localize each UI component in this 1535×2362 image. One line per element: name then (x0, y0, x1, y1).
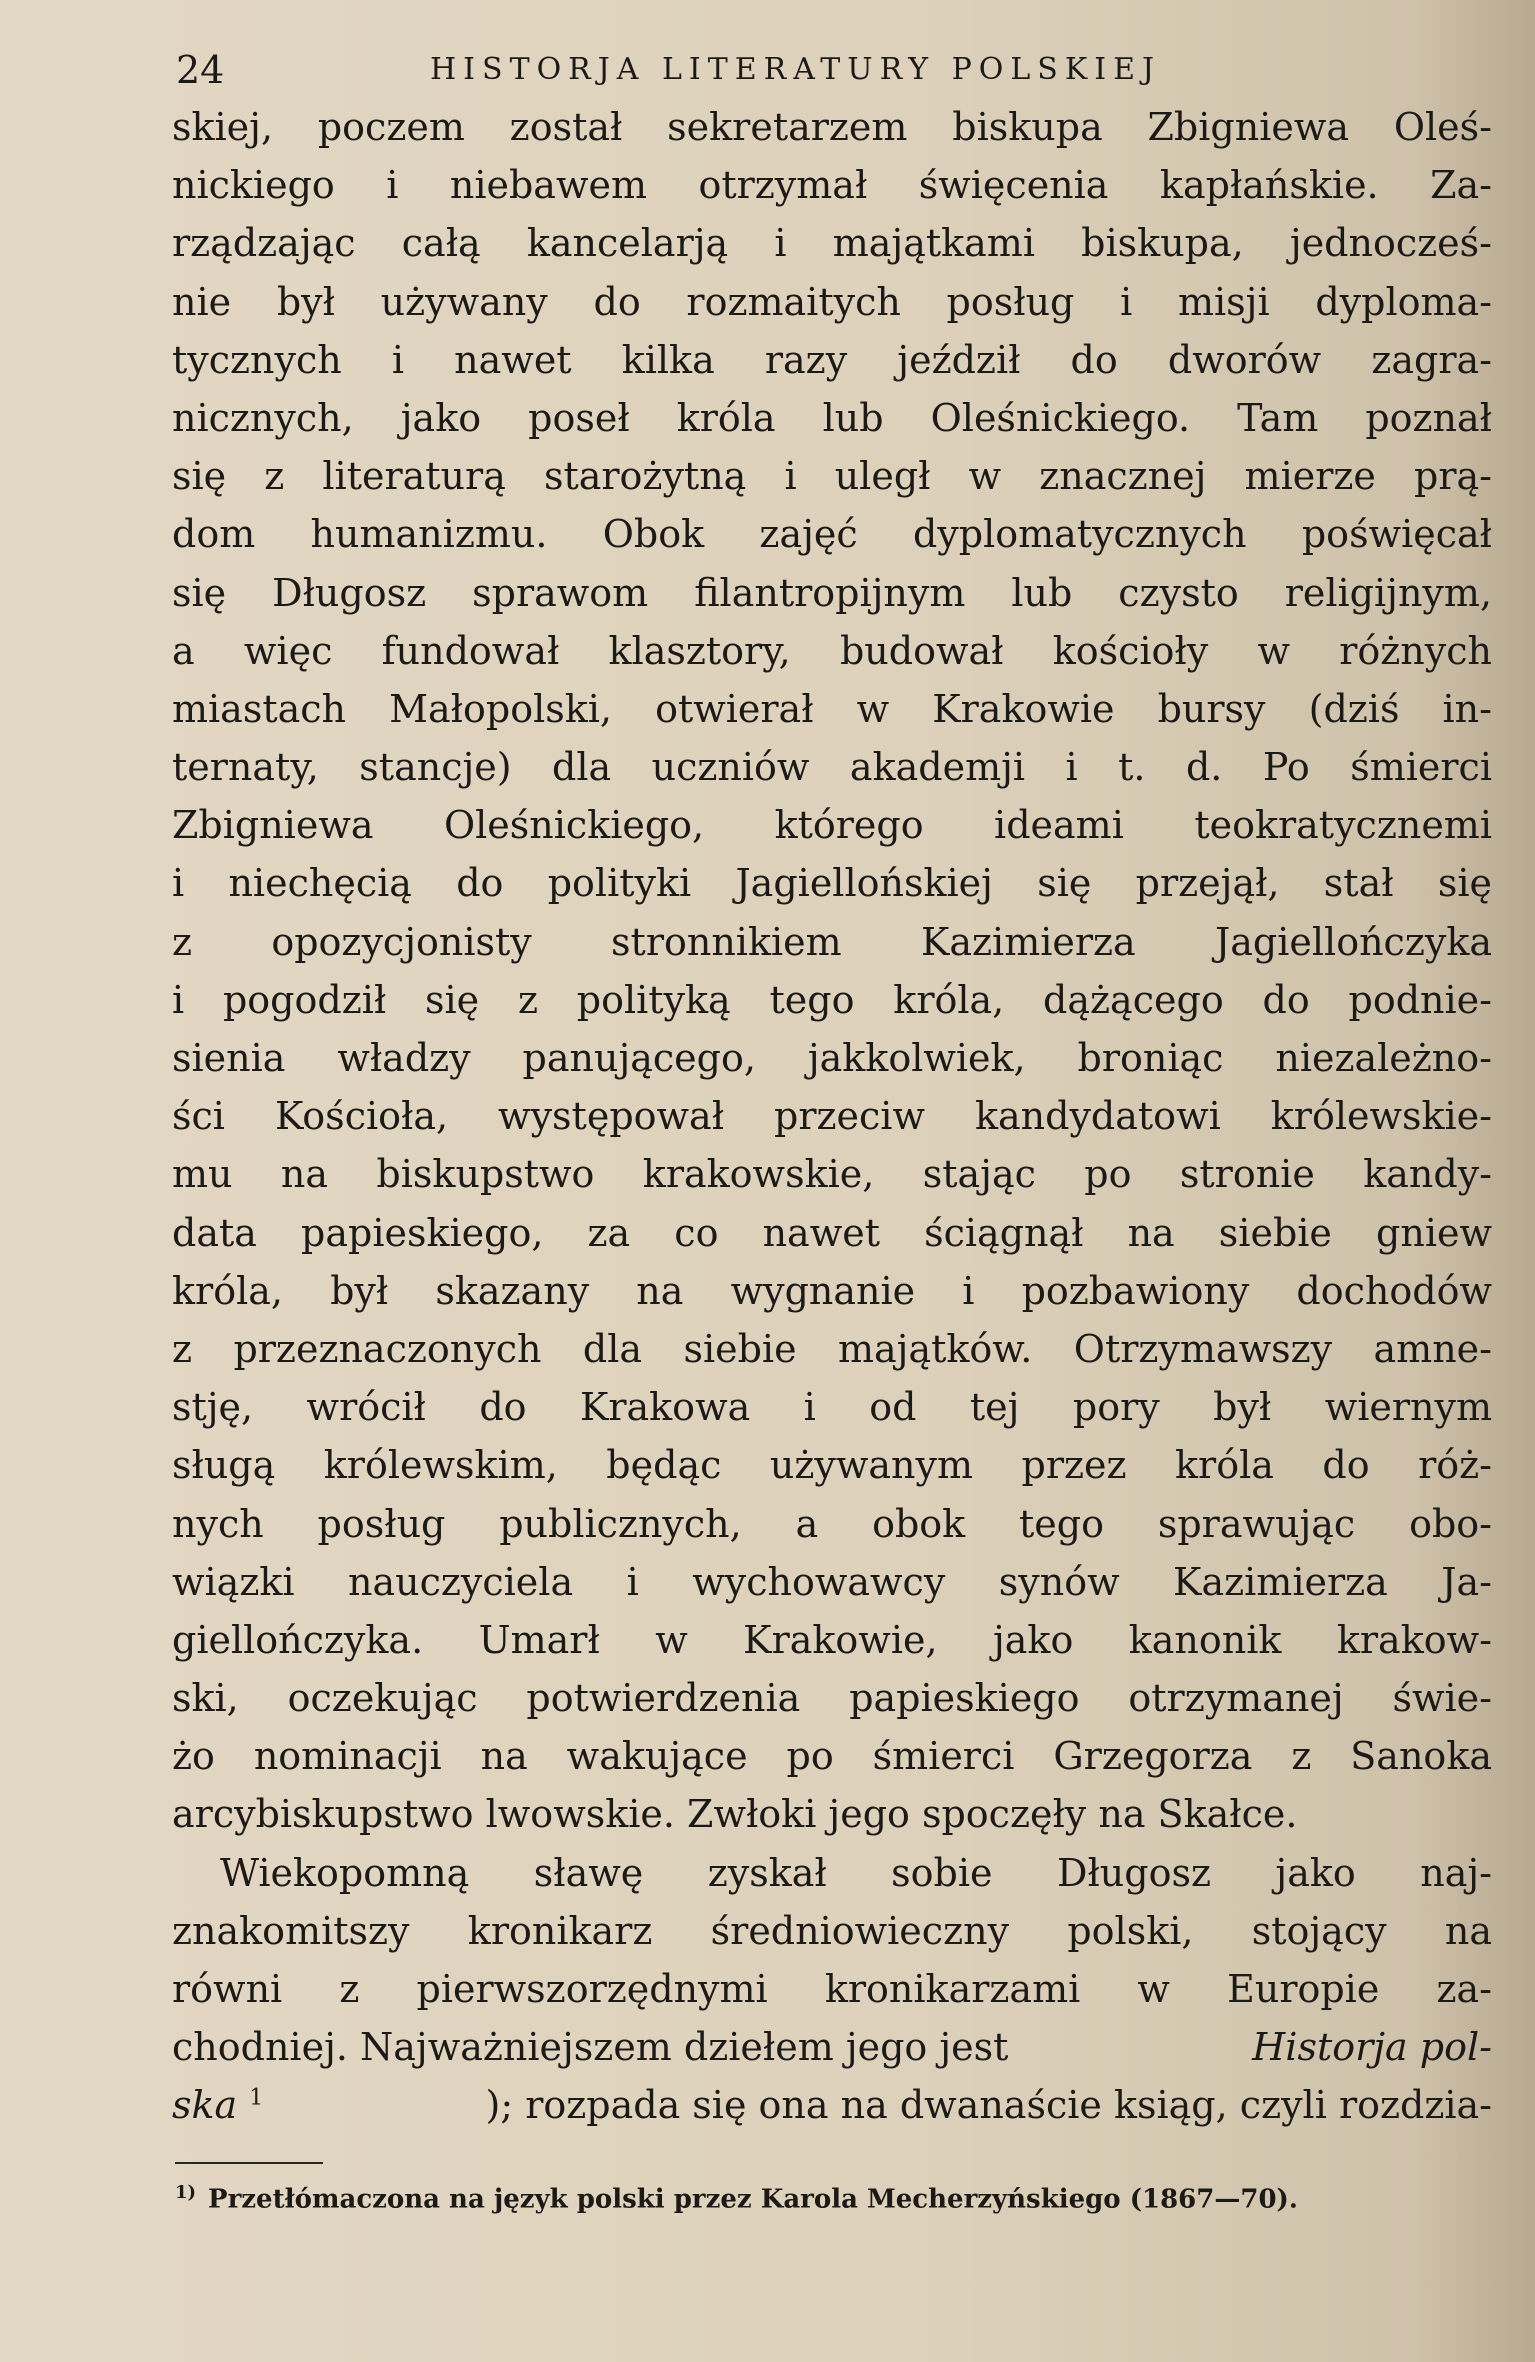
text-line: ski, oczekując potwierdzenia papieskiego otrzymanej świe- (172, 1676, 1492, 1721)
text-segment: ); rozpada się ona na dwanaście ksiąg, czyli rozdzia- (485, 2083, 1492, 2128)
text-line: nie był używany do rozmaitych posług i misji dyploma- (172, 279, 1492, 324)
text-line: z przeznaczonych dla siebie majątków. Otrzymawszy amne- (172, 1326, 1492, 1371)
text-line: Wiekopomną sławę zyskał sobie Długosz jako naj- (220, 1850, 1492, 1895)
text-line: mu na biskupstwo krakowskie, stając po stronie kandy- (172, 1152, 1492, 1197)
text-line: i niechęcią do polityki Jagiellońskiej się przejął, stał się (172, 861, 1492, 906)
page-number: 24 (176, 48, 225, 92)
text-line: rządzając całą kancelarją i majątkami biskupa, jednocześ- (172, 221, 1492, 266)
text-line: nickiego i niebawem otrzymał święcenia kapłańskie. Za- (172, 163, 1492, 208)
footnote (175, 2182, 1298, 2215)
body-text (172, 98, 1492, 2135)
book-title-italic: Historja pol- (1252, 2025, 1492, 2070)
text-line: nicznych, jako poseł króla lub Oleśnickiego. Tam poznał (172, 395, 1492, 440)
text-line: z opozycjonisty stronnikiem Kazimierza Jagiellończyka (172, 919, 1492, 964)
text-line: miastach Małopolski, otwierał w Krakowie bursy (dziś in- (172, 686, 1492, 731)
text-line: skiej, poczem został sekretarzem biskupa Zbigniewa Oleś- (172, 105, 1492, 149)
text-line: giellończyka. Umarł w Krakowie, jako kanonik krakow- (172, 1617, 1492, 1662)
footnote-reference: 1 (249, 2085, 264, 2111)
text-line: Zbigniewa Oleśnickiego, którego ideami teokratycznemi (172, 803, 1492, 848)
text-line: ternaty, stancje) dla uczniów akademji i t. d. Po śmierci (172, 745, 1492, 790)
text-line: a więc fundował klasztory, budował kościoły w różnych (172, 628, 1492, 673)
text-line: ści Kościoła, występował przeciw kandydatowi królewskie- (172, 1094, 1492, 1139)
text-line: i pogodził się z polityką tego króla, dążącego do podnie- (172, 977, 1492, 1022)
text-line (172, 2018, 1492, 2076)
running-title: HISTORJA LITERATURY POLSKIEJ (430, 52, 1162, 87)
text-segment-group (172, 2076, 263, 2134)
text-line: żo nominacji na wakujące po śmierci Grzegorza z Sanoka (172, 1734, 1492, 1779)
text-line: tycznych i nawet kilka razy jeździł do dworów zagra- (172, 337, 1492, 382)
text-line: się Długosz sprawom filantropijnym lub czysto religijnym, (172, 570, 1492, 615)
page-header (172, 40, 1512, 100)
book-title-italic: ska (172, 2083, 238, 2128)
text-line: data papieskiego, za co nawet ściągnął na siebie gniew (172, 1210, 1492, 1255)
text-line: stję, wrócił do Krakowa i od tej pory był wiernym (172, 1385, 1492, 1430)
text-segment: chodniej. Najważniejszem dziełem jego jest (172, 2025, 1009, 2070)
text-line: się z literaturą starożytną i uległ w znacznej mierze prą- (172, 454, 1492, 499)
text-line: równi z pierwszorzędnymi kronikarzami w Europie za- (172, 1967, 1492, 2011)
footnote-rule (175, 2162, 323, 2164)
text-line: sienia władzy panującego, jakkolwiek, broniąc niezależno- (172, 1036, 1492, 1080)
text-line: króla, był skazany na wygnanie i pozbawiony dochodów (172, 1268, 1492, 1313)
text-line: dom humanizmu. Obok zajęć dyplomatycznych poświęcał (172, 512, 1492, 557)
text-line: sługą królewskim, będąc używanym przez króla do róż- (172, 1443, 1492, 1488)
footnote-marker: 1) (175, 2182, 197, 2203)
text-line: wiązki nauczyciela i wychowawcy synów Kazimierza Ja- (172, 1559, 1492, 1604)
text-line (172, 2076, 1492, 2134)
text-line: znakomitszy kronikarz średniowieczny polski, stojący na (172, 1908, 1492, 1953)
text-line: arcybiskupstwo lwowskie. Zwłoki jego spoczęły na Skałce. (172, 1792, 1298, 1837)
footnote-text: Przetłómaczona na język polski przez Karola Mecherzyńskiego (1867—70). (208, 2184, 1298, 2215)
text-line: nych posług publicznych, a obok tego sprawując obo- (172, 1501, 1492, 1546)
